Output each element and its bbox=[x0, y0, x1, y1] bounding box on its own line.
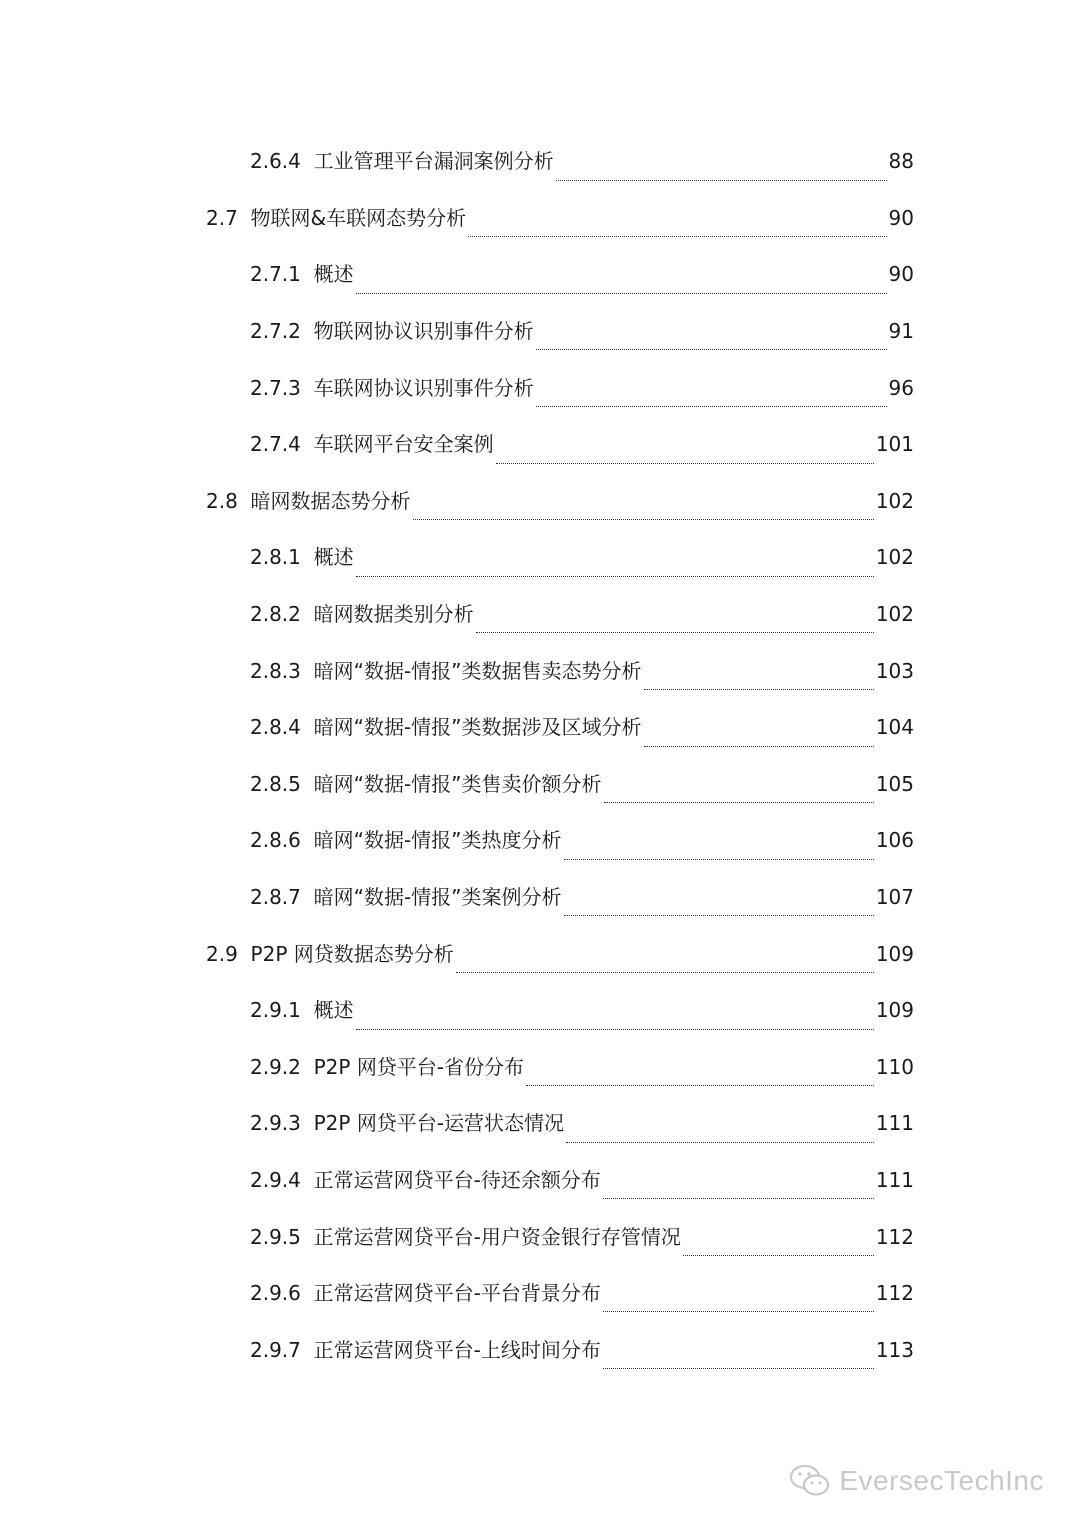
toc-entry-spacer bbox=[238, 488, 251, 514]
toc-entry[interactable] bbox=[0, 925, 1080, 982]
toc-entry-spacer bbox=[301, 1224, 314, 1250]
toc-entry[interactable] bbox=[0, 246, 1080, 303]
toc-entry-number: 2.9.1 bbox=[250, 998, 301, 1023]
toc-entry-title: 正常运营网贷平台-上线时间分布 bbox=[313, 1337, 601, 1362]
toc-entry-title: P2P 网贷数据态势分析 bbox=[250, 941, 454, 966]
toc-entry-title: 暗网“数据-情报”类售卖价额分析 bbox=[313, 771, 602, 796]
toc-entry-spacer bbox=[301, 431, 314, 457]
toc-entry-number: 2.8 bbox=[206, 488, 238, 513]
toc-entry-page-number: 104 bbox=[875, 715, 914, 740]
toc-entry-title: 正常运营网贷平台-待还余额分布 bbox=[313, 1167, 601, 1192]
toc-entry-title: 暗网“数据-情报”类案例分析 bbox=[313, 885, 562, 910]
dot-leader bbox=[536, 406, 887, 407]
toc-entry-number: 2.9 bbox=[206, 941, 238, 966]
toc-entry-title: 暗网“数据-情报”类数据售卖态势分析 bbox=[313, 658, 642, 683]
dot-leader bbox=[683, 1255, 874, 1256]
toc-entry[interactable] bbox=[0, 529, 1080, 586]
toc-entry[interactable] bbox=[0, 982, 1080, 1039]
toc-entry-title: 概述 bbox=[313, 262, 354, 287]
toc-entry[interactable] bbox=[0, 756, 1080, 813]
toc-entry-spacer bbox=[301, 1280, 314, 1306]
toc-entry-page-number: 106 bbox=[875, 828, 914, 853]
toc-entry[interactable] bbox=[0, 1152, 1080, 1209]
toc-entry-title: 暗网“数据-情报”类数据涉及区域分析 bbox=[313, 715, 642, 740]
toc-entry-title: 暗网数据态势分析 bbox=[250, 488, 411, 513]
toc-entry-number: 2.9.3 bbox=[250, 1111, 301, 1136]
dot-leader bbox=[468, 236, 886, 237]
toc-entry[interactable] bbox=[0, 190, 1080, 247]
toc-entry-number: 2.8.3 bbox=[250, 658, 301, 683]
toc-entry[interactable] bbox=[0, 1039, 1080, 1096]
toc-entry[interactable] bbox=[0, 416, 1080, 473]
dot-leader bbox=[536, 349, 887, 350]
dot-leader bbox=[526, 1085, 874, 1086]
toc-entry-spacer bbox=[301, 714, 314, 740]
toc-entry[interactable] bbox=[0, 133, 1080, 190]
dot-leader bbox=[644, 689, 874, 690]
toc-entry[interactable] bbox=[0, 1265, 1080, 1322]
toc-entry-page-number: 109 bbox=[875, 941, 914, 966]
toc-entry-number: 2.9.2 bbox=[250, 1054, 301, 1079]
toc-entry-page-number: 90 bbox=[888, 205, 914, 230]
dot-leader bbox=[564, 915, 874, 916]
toc-entry[interactable] bbox=[0, 303, 1080, 360]
toc-entry-spacer bbox=[301, 1110, 314, 1136]
toc-entry-title: 暗网数据类别分析 bbox=[313, 602, 474, 627]
toc-entry-page-number: 103 bbox=[875, 658, 914, 683]
toc-entry-number: 2.7.2 bbox=[250, 319, 301, 344]
toc-entry-spacer bbox=[301, 544, 314, 570]
toc-entry-page-number: 111 bbox=[875, 1167, 914, 1192]
toc-entry-number: 2.7.3 bbox=[250, 375, 301, 400]
toc-entry[interactable] bbox=[0, 1208, 1080, 1265]
dot-leader bbox=[413, 519, 874, 520]
toc-entry-number: 2.8.7 bbox=[250, 885, 301, 910]
toc-entry-number: 2.7.1 bbox=[250, 262, 301, 287]
toc-entry-page-number: 109 bbox=[875, 998, 914, 1023]
toc-entry-spacer bbox=[301, 261, 314, 287]
toc-entry-page-number: 110 bbox=[875, 1054, 914, 1079]
dot-leader bbox=[356, 1029, 874, 1030]
toc-entry-title: 正常运营网贷平台-用户资金银行存管情况 bbox=[313, 1224, 681, 1249]
dot-leader bbox=[566, 1142, 874, 1143]
toc-entry-title: P2P 网贷平台-运营状态情况 bbox=[313, 1111, 565, 1136]
toc-entry-number: 2.7.4 bbox=[250, 432, 301, 457]
toc-entry[interactable] bbox=[0, 1321, 1080, 1378]
dot-leader bbox=[564, 859, 874, 860]
toc-entry-spacer bbox=[301, 771, 314, 797]
toc-entry-page-number: 102 bbox=[875, 545, 914, 570]
toc-entry-title: P2P 网贷平台-省份分布 bbox=[313, 1054, 525, 1079]
toc-entry-number: 2.9.4 bbox=[250, 1167, 301, 1192]
toc-entry-number: 2.8.1 bbox=[250, 545, 301, 570]
toc-entry-page-number: 102 bbox=[875, 488, 914, 513]
toc-entry-spacer bbox=[301, 601, 314, 627]
toc-entry[interactable] bbox=[0, 1095, 1080, 1152]
toc-entry-page-number: 107 bbox=[875, 885, 914, 910]
watermark bbox=[789, 1463, 1044, 1499]
toc-entry-title: 车联网平台安全案例 bbox=[313, 432, 494, 457]
toc-entry-number: 2.6.4 bbox=[250, 149, 301, 174]
toc-entry-number: 2.9.5 bbox=[250, 1224, 301, 1249]
toc-entry-page-number: 111 bbox=[875, 1111, 914, 1136]
toc-entry-number: 2.8.5 bbox=[250, 771, 301, 796]
toc-entry-spacer bbox=[301, 884, 314, 910]
toc-entry-title: 暗网“数据-情报”类热度分析 bbox=[313, 828, 562, 853]
toc-entry-title: 概述 bbox=[313, 998, 354, 1023]
toc-entry-spacer bbox=[238, 941, 251, 967]
toc-entry-spacer bbox=[301, 1167, 314, 1193]
dot-leader bbox=[604, 802, 874, 803]
toc-entry-page-number: 112 bbox=[875, 1224, 914, 1249]
dot-leader bbox=[356, 576, 874, 577]
dot-leader bbox=[603, 1311, 874, 1312]
toc-entry-page-number: 102 bbox=[875, 602, 914, 627]
toc-entry-page-number: 105 bbox=[875, 771, 914, 796]
toc-entry-spacer bbox=[301, 997, 314, 1023]
toc-entry-number: 2.7 bbox=[206, 205, 238, 230]
dot-leader bbox=[603, 1198, 874, 1199]
toc-entry-number: 2.8.2 bbox=[250, 602, 301, 627]
toc-entry-title: 车联网协议识别事件分析 bbox=[313, 375, 534, 400]
toc-entry-page-number: 113 bbox=[875, 1337, 914, 1362]
toc-entry-title: 物联网协议识别事件分析 bbox=[313, 319, 534, 344]
toc-entry-page-number: 101 bbox=[875, 432, 914, 457]
toc-entry-title: 物联网&车联网态势分析 bbox=[250, 205, 467, 230]
toc-entry-number: 2.9.7 bbox=[250, 1337, 301, 1362]
toc-entry-spacer bbox=[301, 1054, 314, 1080]
table-of-contents bbox=[0, 133, 1080, 1378]
toc-entry-page-number: 88 bbox=[888, 149, 914, 174]
toc-entry-spacer bbox=[301, 148, 314, 174]
watermark-text: EversecTechInc bbox=[839, 1465, 1044, 1496]
toc-entry-page-number: 112 bbox=[875, 1281, 914, 1306]
toc-entry-page-number: 96 bbox=[888, 375, 914, 400]
dot-leader bbox=[356, 293, 887, 294]
toc-entry-title: 工业管理平台漏洞案例分析 bbox=[313, 149, 554, 174]
wechat-icon bbox=[789, 1463, 831, 1499]
toc-entry[interactable] bbox=[0, 359, 1080, 416]
dot-leader bbox=[644, 746, 874, 747]
dot-leader bbox=[496, 463, 874, 464]
toc-entry-page-number: 91 bbox=[888, 319, 914, 344]
dot-leader bbox=[476, 632, 874, 633]
dot-leader bbox=[556, 180, 887, 181]
toc-entry-spacer bbox=[301, 375, 314, 401]
toc-entry-title: 概述 bbox=[313, 545, 354, 570]
toc-entry[interactable] bbox=[0, 812, 1080, 869]
toc-entry-spacer bbox=[301, 827, 314, 853]
toc-entry[interactable] bbox=[0, 473, 1080, 530]
dot-leader bbox=[456, 972, 874, 973]
toc-entry-spacer bbox=[238, 205, 251, 231]
toc-entry-number: 2.8.6 bbox=[250, 828, 301, 853]
toc-entry-page-number: 90 bbox=[888, 262, 914, 287]
toc-entry-spacer bbox=[301, 318, 314, 344]
toc-entry-spacer bbox=[301, 1337, 314, 1363]
toc-entry-number: 2.9.6 bbox=[250, 1281, 301, 1306]
toc-entry-number: 2.8.4 bbox=[250, 715, 301, 740]
dot-leader bbox=[603, 1368, 874, 1369]
toc-entry-spacer bbox=[301, 658, 314, 684]
toc-entry[interactable] bbox=[0, 699, 1080, 756]
toc-entry[interactable] bbox=[0, 586, 1080, 643]
toc-entry-title: 正常运营网贷平台-平台背景分布 bbox=[313, 1281, 601, 1306]
toc-entry[interactable] bbox=[0, 869, 1080, 926]
toc-entry[interactable] bbox=[0, 642, 1080, 699]
